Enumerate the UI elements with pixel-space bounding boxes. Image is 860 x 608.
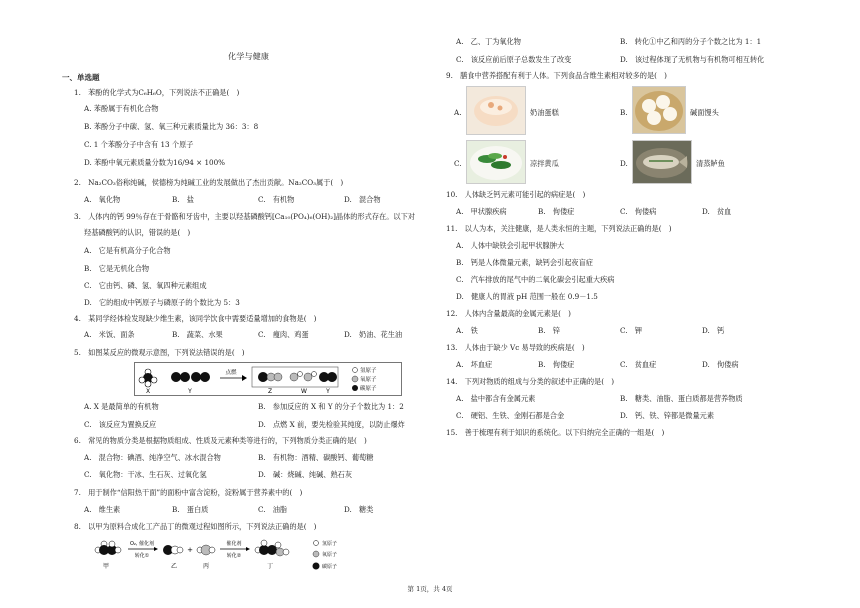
svg-text:氧原子: 氧原子 (360, 377, 377, 383)
q5-option-d[interactable]: D. 点燃 X 前，要先检验其纯度，以防止爆炸 (258, 420, 405, 429)
question-14: 14. 下列对物质的组成与分类的叙述中正确的是( ) (446, 377, 615, 386)
label-ding: 丁 (266, 563, 274, 570)
label-x: X (145, 388, 151, 395)
svg-text:氧原子: 氧原子 (322, 552, 338, 558)
label-y-right: Y (326, 388, 330, 395)
question-5: 5. 如图某反应的微观示意图，下列说法错误的是( ) (74, 348, 245, 357)
q6-option-c[interactable]: C. 氧化物：干冰、生石灰、过氧化氢 (84, 470, 207, 479)
q7-option-d[interactable]: D. 糖类 (344, 505, 374, 514)
arrow-label: 点燃 (225, 370, 237, 376)
question-13: 13. 人体由于缺少 Vc 易导致的疾病是( ) (446, 343, 585, 352)
question-15: 15. 善于梳理有利于知识的系统化。以下归纳完全正确的一组是( ) (446, 428, 665, 437)
arrow1-bottom: 转化① (134, 553, 150, 559)
q4-option-c[interactable]: C. 瘦肉、鸡蛋 (258, 330, 309, 339)
q11-option-b[interactable]: B. 钙是人体微量元素，缺钙会引起夜盲症 (456, 258, 593, 267)
q10-option-d[interactable]: D. 贫血 (702, 207, 732, 216)
q13-option-a[interactable]: A. 坏血症 (456, 360, 493, 369)
page-title: 化学与健康 (228, 51, 269, 61)
q13-option-d[interactable]: D. 佝偻病 (702, 360, 739, 369)
q13-option-c[interactable]: C. 贫血症 (620, 360, 657, 369)
q12-option-b[interactable]: B. 锌 (538, 326, 560, 335)
q9-option-d[interactable]: D. (620, 159, 628, 168)
molecule-yi (163, 545, 183, 555)
q8-option-b[interactable]: B. 转化①中乙和丙的分子个数之比为 1：1 (620, 37, 762, 46)
q5-option-c[interactable]: C. 该反应为置换反应 (84, 420, 157, 429)
q3-option-b[interactable]: B. 它是无机化合物 (84, 264, 150, 273)
question-3-cont: 羟基磷酸钙的认识，错误的是( ) (84, 228, 191, 237)
q1-option-a[interactable]: A. 苯酚属于有机化合物 (84, 104, 159, 113)
q12-option-c[interactable]: C. 钾 (620, 326, 642, 335)
q1-option-b[interactable]: B. 苯酚分子中碳、氢、氧三种元素质量比为 36：3：8 (84, 122, 259, 131)
q8-option-d[interactable]: D. 该过程体现了无机物与有机物可相互转化 (620, 55, 765, 64)
food-b-label: 碱面馒头 (690, 108, 719, 117)
q11-option-d[interactable]: D. 健康人的胃液 pH 范围一般在 0.9－1.5 (456, 292, 598, 301)
label-z: Z (267, 388, 273, 395)
q10-option-a[interactable]: A. 甲状腺疾病 (456, 207, 507, 216)
steamed-bun-image (632, 86, 686, 134)
food-a-label: 奶油蛋糕 (530, 108, 559, 117)
section-heading: 一、单选题 (62, 73, 100, 82)
q5-option-b[interactable]: B. 参加反应的 X 和 Y 的分子个数比为 1：2 (258, 402, 404, 411)
q2-option-c[interactable]: C. 有机物 (258, 195, 295, 204)
question-7: 7. 用于制作“信阳热干面”的面粉中富含淀粉，淀粉属于营养素中的( ) (74, 488, 303, 497)
molecule-z (258, 372, 282, 382)
q7-option-b[interactable]: B. 蛋白质 (172, 505, 209, 514)
svg-text:氢原子: 氢原子 (360, 368, 377, 374)
svg-text:碳原子: 碳原子 (360, 386, 377, 392)
food-d-label: 清蒸鲈鱼 (696, 159, 725, 168)
q7-option-c[interactable]: C. 油脂 (258, 505, 288, 514)
q6-option-b[interactable]: B. 有机物：酒精、碳酸钙、葡萄糖 (258, 453, 374, 462)
svg-text:+: + (187, 546, 193, 554)
q12-option-d[interactable]: D. 钙 (702, 326, 725, 335)
arrow2-bottom: 转化② (226, 553, 242, 559)
q12-option-a[interactable]: A. 铁 (456, 326, 478, 335)
synthesis-diagram-8 (92, 536, 362, 576)
svg-text:氢原子: 氢原子 (322, 541, 338, 547)
question-3: 3. 人体内的钙 99％存在于骨骼和牙齿中，主要以羟基磷酸钙[Ca₁₀(PO₄)₆(OH)₂]晶体的形式存在。以下对 (74, 212, 415, 221)
molecule-jia (95, 541, 121, 555)
q3-option-c[interactable]: C. 它由钙、磷、氢、氧四种元素组成 (84, 281, 207, 290)
question-6: 6. 常见的物质分类是根据物质组成、性质及元素种类等进行的，下列物质分类正确的是( ) (74, 436, 367, 445)
question-9: 9. 膳食中营养搭配有利于人体。下列食品含维生素相对较多的是( ) (446, 71, 667, 80)
label-yi: 乙 (170, 563, 178, 570)
fish-image (632, 140, 692, 184)
q11-option-c[interactable]: C. 汽车排放的尾气中的二氧化碳会引起重大疾病 (456, 275, 615, 284)
label-bing: 丙 (202, 563, 210, 570)
label-w: W (301, 388, 307, 395)
label-jia: 甲 (102, 563, 110, 570)
q3-option-a[interactable]: A. 它是有机高分子化合物 (84, 246, 171, 255)
arrow2-top: 催化剂 (226, 541, 242, 547)
q9-option-b[interactable]: B. (620, 108, 628, 117)
arrow1-top: O₂, 催化剂 (129, 541, 155, 547)
q6-option-a[interactable]: A. 混合物：碘酒、纯净空气、冰水混合物 (84, 453, 221, 462)
molecule-bing (197, 545, 215, 555)
reaction-diagram-5 (134, 362, 402, 396)
q14-option-a[interactable]: A. 盐中都含有金属元素 (456, 394, 536, 403)
q8-option-c[interactable]: C. 该反应前后原子总数发生了改变 (456, 55, 572, 64)
svg-text:碳原子: 碳原子 (322, 564, 338, 570)
q5-option-a[interactable]: A. X 是最简单的有机物 (84, 402, 159, 411)
food-c-label: 凉拌黄瓜 (530, 159, 559, 168)
question-1: 1. 苯酚的化学式为C₆H₆O，下列说法不正确是( ) (74, 88, 240, 97)
q14-option-d[interactable]: D. 钙、铁、锌都是微量元素 (620, 411, 715, 420)
q9-option-a[interactable]: A. (454, 108, 462, 117)
question-8: 8. 以甲为原料合成化工产品丁的微观过程如图所示，下列说法正确的是( ) (74, 522, 317, 531)
molecule-ding (255, 540, 289, 556)
q4-option-d[interactable]: D. 奶油、花生油 (344, 330, 403, 339)
cake-image (466, 86, 526, 135)
q14-option-c[interactable]: C. 硬铝、生铁、金刚石都是合金 (456, 411, 565, 420)
q4-option-b[interactable]: B. 蔬菜、水果 (172, 330, 223, 339)
question-12: 12. 人体内含量最高的金属元素是( ) (446, 309, 571, 318)
q3-option-d[interactable]: D. 它的组成中钙原子与磷原子的个数比为 5：3 (84, 298, 240, 307)
q2-option-b[interactable]: B. 盐 (172, 195, 194, 204)
q1-option-d[interactable]: D. 苯酚中氧元素质量分数为16/94 × 100% (84, 158, 225, 167)
q2-option-d[interactable]: D. 混合物 (344, 195, 381, 204)
q13-option-b[interactable]: B. 佝偻症 (538, 360, 575, 369)
question-4: 4. 某同学经体检发现缺少维生素，该同学饮食中需要适量增加的食物是( ) (74, 314, 317, 323)
q1-option-c[interactable]: C. 1 个苯酚分子中含有 13 个原子 (84, 140, 194, 149)
q10-option-c[interactable]: C. 佝偻病 (620, 207, 657, 216)
q10-option-b[interactable]: B. 佝偻症 (538, 207, 575, 216)
q14-option-b[interactable]: B. 糖类、油脂、蛋白质都是营养物质 (620, 394, 743, 403)
q9-option-c[interactable]: C. (454, 159, 462, 168)
page-footer: 第 1页，共 4页 (407, 585, 453, 593)
q6-option-d[interactable]: D. 碱：烧碱、纯碱、熟石灰 (258, 470, 353, 479)
question-11: 11. 以人为本，关注健康，是人类永恒的主题，下列说法正确的是( ) (446, 224, 672, 233)
label-y: Y (188, 388, 192, 395)
q8-option-a[interactable]: A. 乙、丁为氧化物 (456, 37, 521, 46)
legend (352, 366, 377, 392)
q4-option-a[interactable]: A. 米饭、面条 (84, 330, 135, 339)
cucumber-image (466, 140, 526, 184)
question-10: 10. 人体缺乏钙元素可能引起的病症是( ) (446, 190, 586, 199)
q11-option-a[interactable]: A. 人体中缺铁会引起甲状腺肿大 (456, 241, 565, 250)
q2-option-a[interactable]: A. 氧化物 (84, 195, 121, 204)
legend-8 (313, 540, 338, 570)
question-2: 2. Na₂CO₃俗称纯碱，侯德榜为纯碱工业的发展做出了杰出贡献。Na₂CO₃属于( ) (74, 178, 344, 187)
q7-option-a[interactable]: A. 维生素 (84, 505, 121, 514)
